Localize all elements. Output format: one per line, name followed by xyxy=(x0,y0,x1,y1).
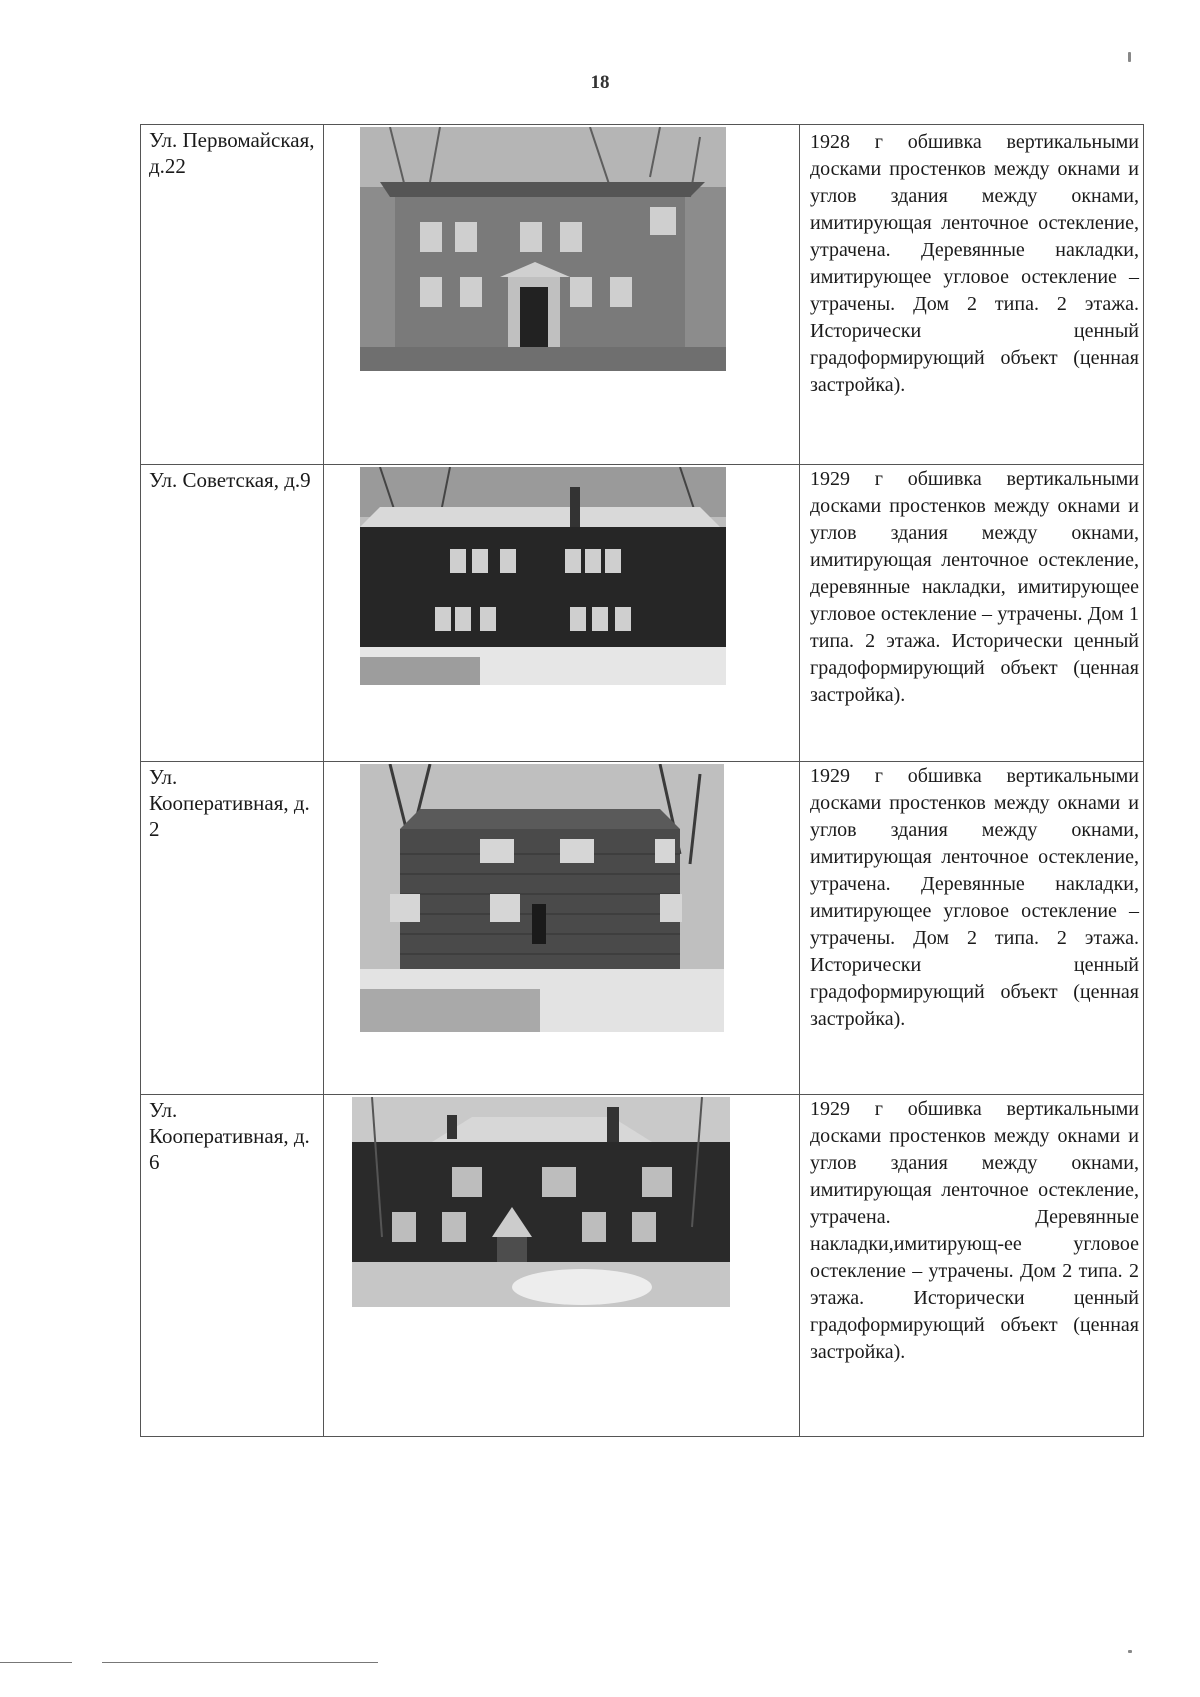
scan-speck xyxy=(1128,52,1131,62)
address-text: Ул. Кооперативная, д. 2 xyxy=(149,765,310,841)
photo-cell xyxy=(324,125,800,465)
scan-mark xyxy=(0,1662,72,1663)
address-cell xyxy=(141,762,324,1095)
description-cell xyxy=(800,1095,1144,1437)
photo-cell xyxy=(324,1095,800,1437)
description-text: 1929 г обшивка вертикальными досками простенков между окнами и углов здания между окнами, имитирующая ленточное остекление, утрачена. Деревянные накладки, имитирующее угловое остекление – утрачены. Дом 2 типа. 2 этажа. Исторически ценный градоформирующий объект (ценная застройка). xyxy=(810,765,1139,1030)
table-row xyxy=(141,762,1144,1095)
scan-speck xyxy=(1128,1650,1132,1653)
table-row xyxy=(141,125,1144,465)
description-text: 1928 г обшивка вертикальными досками простенков между окнами и углов здания между окнами, имитирующая ленточное остекление, утрачена. Деревянные накладки, имитирующее угловое остекление – утрачены. Дом 2 типа. 2 этажа. Исторически ценный градоформирующий объект (ценная застройка). xyxy=(810,131,1139,396)
scan-mark xyxy=(102,1662,378,1663)
description-cell xyxy=(800,465,1144,762)
address-text: Ул. Первомайская, д.22 xyxy=(149,128,315,178)
description-text: 1929 г обшивка вертикальными досками простенков между окнами и углов здания между окнами, имитирующая ленточное остекление, утрачена. Деревянные накладки,имитирующ-ее угловое остекление – утрачены. Дом 2 типа. 2 этажа. Исторически ценный градоформирующий объект (ценная застройка). xyxy=(810,1098,1139,1363)
address-cell xyxy=(141,125,324,465)
table-row xyxy=(141,1095,1144,1437)
description-cell xyxy=(800,125,1144,465)
house-photo xyxy=(360,127,726,371)
house-photo xyxy=(360,764,724,1032)
description-text: 1929 г обшивка вертикальными досками простенков между окнами и углов здания между окнами, имитирующая ленточное остекление, деревянные накладки, имитирующее угловое остекление – утрачены. Дом 1 типа. 2 этажа. Исторически ценный градоформирующий объект (ценная застройка). xyxy=(810,468,1139,706)
buildings-table xyxy=(140,124,1144,1437)
address-text: Ул. Советская, д.9 xyxy=(149,468,311,492)
address-cell xyxy=(141,465,324,762)
photo-cell xyxy=(324,465,800,762)
address-cell xyxy=(141,1095,324,1437)
house-photo xyxy=(360,467,726,685)
page-number: 18 xyxy=(590,72,610,93)
table-row xyxy=(141,465,1144,762)
address-text: Ул. Кооперативная, д. 6 xyxy=(149,1098,310,1174)
house-photo xyxy=(352,1097,730,1307)
description-cell xyxy=(800,762,1144,1095)
photo-cell xyxy=(324,762,800,1095)
